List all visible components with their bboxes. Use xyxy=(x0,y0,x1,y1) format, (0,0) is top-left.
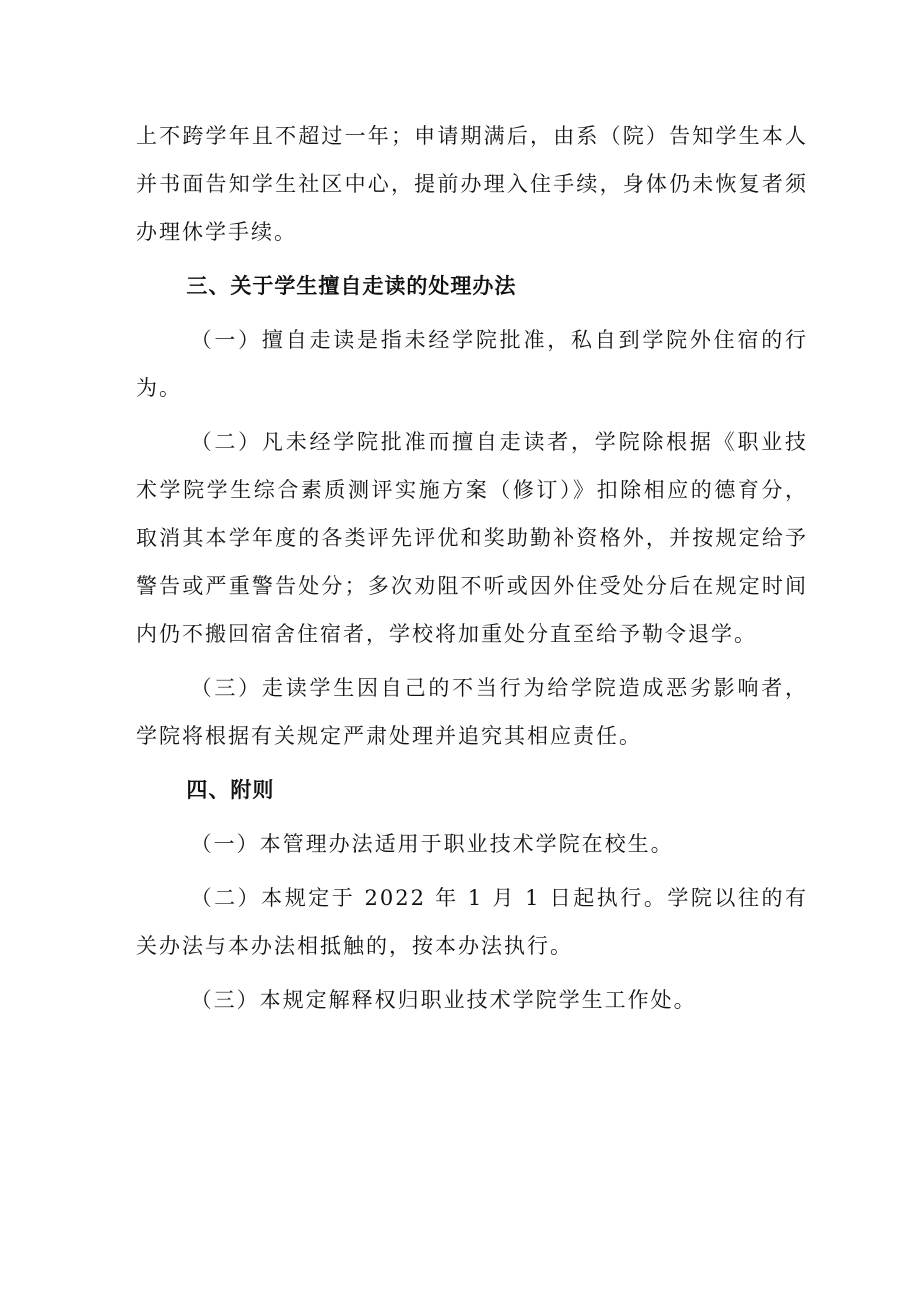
section-heading-4: 四、附则 xyxy=(186,778,275,802)
paragraph-3-3: （三）走读学生因自己的不当行为给学院造成恶劣影响者，学院将根据有关规定严肃处理并追究其相应责任。 xyxy=(136,676,808,748)
paragraph-4-1: （一）本管理办法适用于职业技术学院在校生。 xyxy=(190,832,674,856)
paragraph-continuation: 上不跨学年且不超过一年；申请期满后，由系（院）告知学生本人并书面告知学生社区中心，提前办理入住手续，身体仍未恢复者须办理休学手续。 xyxy=(136,124,808,244)
paragraph-4-2: （二）本规定于 2022 年 1 月 1 日起执行。学院以往的有关办法与本办法相抵触的，按本办法执行。 xyxy=(136,886,808,958)
section-heading-3: 三、关于学生擅自走读的处理办法 xyxy=(186,274,517,298)
paragraph-4-3: （三）本规定解释权归职业技术学院学生工作处。 xyxy=(190,988,697,1012)
paragraph-3-2: （二）凡未经学院批准而擅自走读者，学院除根据《职业技术学院学生综合素质测评实施方案（修订）》扣除相应的德育分，取消其本学年度的各类评先评优和奖助勤补资格外，并按规定给予警告或严重警告处分；多次劝阻不听或因外住受处分后在规定时间内仍不搬回宿舍住宿者，学校将加重处分直至给予勒令退学。 xyxy=(136,430,808,646)
paragraph-3-1: （一）擅自走读是指未经学院批准，私自到学院外住宿的行为。 xyxy=(136,328,808,400)
document-body xyxy=(136,112,808,1024)
